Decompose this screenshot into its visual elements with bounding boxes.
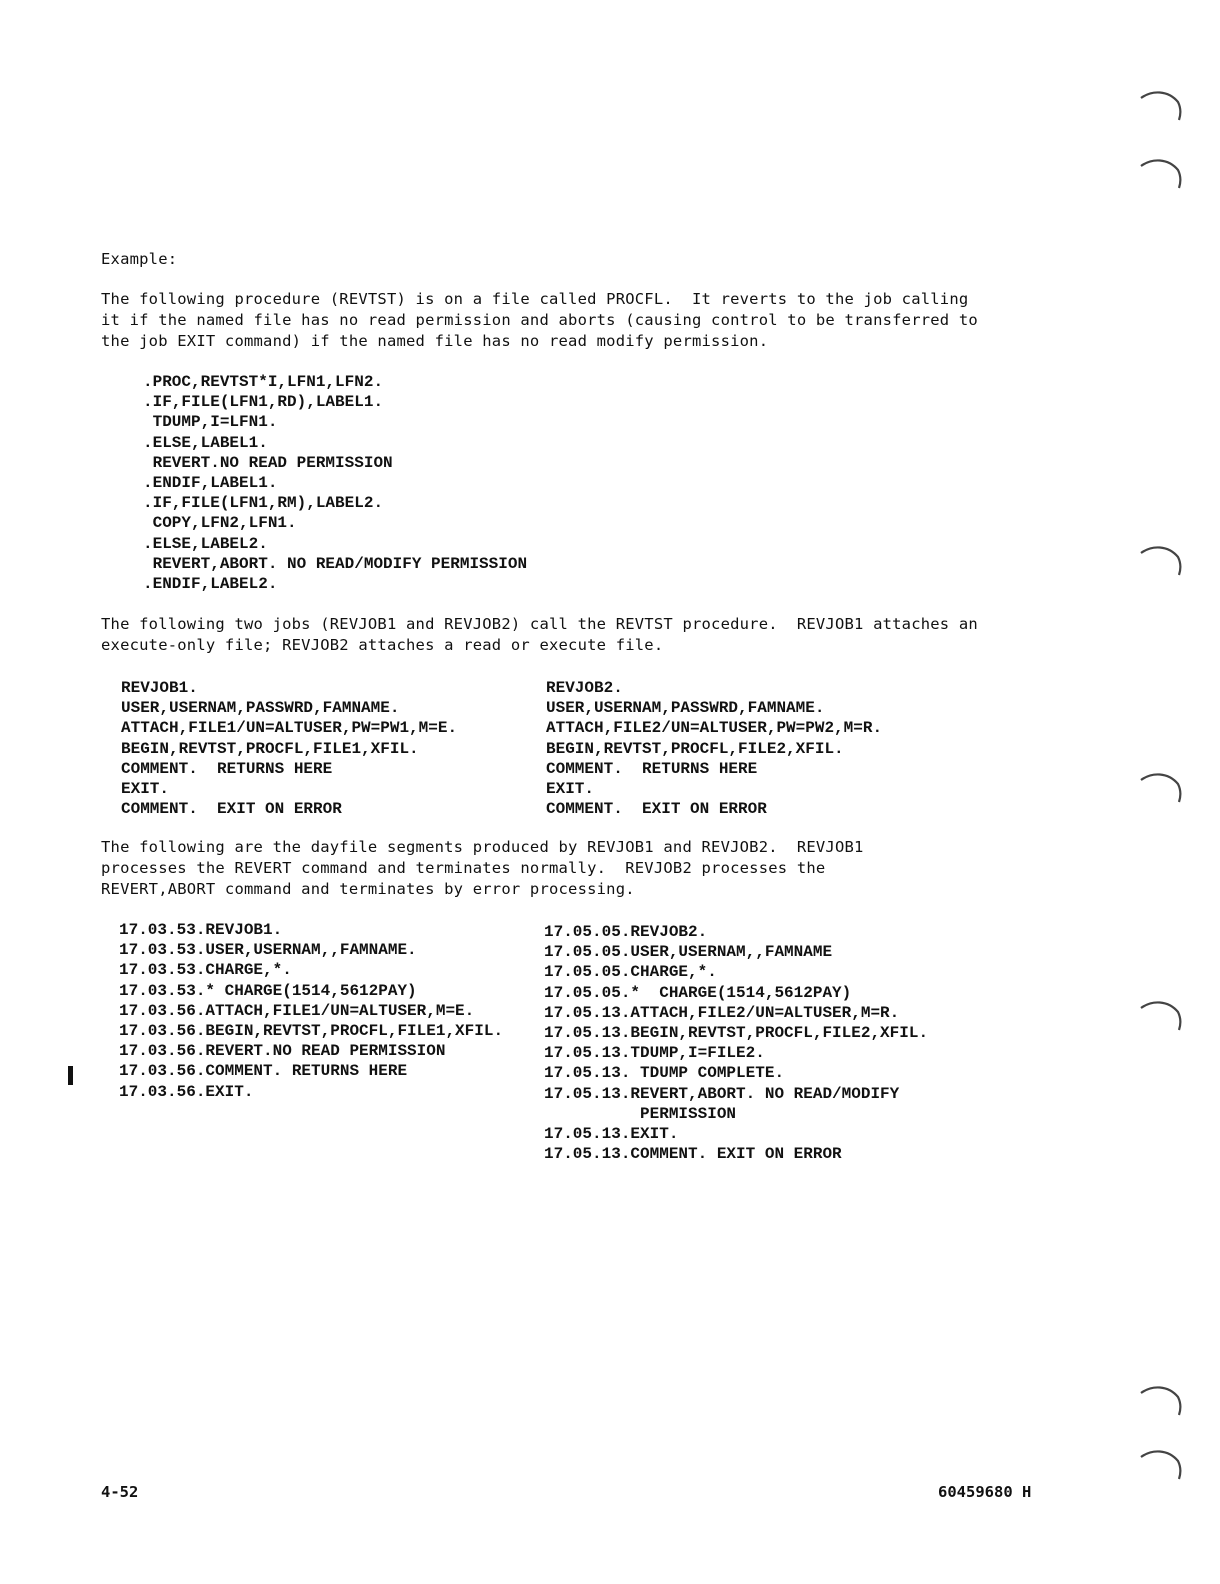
text-line: execute-only file; REVJOB2 attaches a read or execute file. (101, 636, 664, 654)
text-line: .ELSE,LABEL2. (143, 534, 268, 553)
text-line: .ELSE,LABEL1. (143, 433, 268, 452)
binder-hole-mark (1140, 1383, 1182, 1417)
text-line: ATTACH,FILE2/UN=ALTUSER,PW=PW2,M=R. (546, 719, 883, 738)
text-line: .IF,FILE(LFN1,RM),LABEL2. (143, 494, 384, 513)
text-line: 17.03.56.BEGIN,REVTST,PROCFL,FILE1,XFIL. (119, 1022, 504, 1041)
text-line: 17.03.56.ATTACH,FILE1/UN=ALTUSER,M=E. (119, 1001, 475, 1020)
text-line: it if the named file has no read permission and aborts (causing control to be transferred to (101, 311, 978, 329)
text-line: 17.03.56.EXIT. (119, 1082, 254, 1101)
binder-hole-mark (1140, 156, 1182, 190)
text-line: EXIT. (121, 780, 170, 799)
document-number: 60459680 H (938, 1483, 1032, 1501)
text-line: 17.03.56.REVERT.NO READ PERMISSION (119, 1042, 446, 1061)
text-line: 17.03.53.CHARGE,*. (119, 961, 292, 980)
binder-hole-mark (1140, 770, 1182, 804)
text-line: .ENDIF,LABEL2. (143, 575, 278, 594)
job2-listing (546, 678, 882, 819)
text-line: REVJOB1. (121, 679, 198, 697)
binder-hole-mark (1140, 1447, 1182, 1481)
text-line: 17.03.53.USER,USERNAM,,FAMNAME. (119, 941, 417, 960)
dayfile2-listing (544, 922, 928, 1164)
text-line: the job EXIT command) if the named file has no read modify permission. (101, 332, 769, 350)
text-line: COMMENT. EXIT ON ERROR (546, 800, 767, 819)
text-line: 17.05.13.ATTACH,FILE2/UN=ALTUSER,M=R. (544, 1003, 900, 1022)
text-line: 17.03.53.REVJOB1. (119, 921, 283, 939)
text-line: .PROC,REVTST*I,LFN1,LFN2. (143, 373, 384, 391)
text-line: BEGIN,REVTST,PROCFL,FILE1,XFIL. (121, 739, 419, 758)
text-line: PERMISSION (544, 1104, 737, 1123)
text-line: COPY,LFN2,LFN1. (143, 514, 297, 533)
binder-hole-mark (1140, 543, 1182, 577)
text-line: 17.05.05.* CHARGE(1514,5612PAY) (544, 983, 852, 1002)
text-line: 17.05.13.COMMENT. EXIT ON ERROR (544, 1145, 842, 1164)
text-line: 17.03.53.* CHARGE(1514,5612PAY) (119, 981, 417, 1000)
text-line: The following two jobs (REVJOB1 and REVJOB2) call the REVTST procedure. REVJOB1 attaches an (101, 615, 978, 633)
text-line: REVERT,ABORT. NO READ/MODIFY PERMISSION (143, 554, 528, 573)
procedure-listing (143, 372, 527, 594)
text-line: 17.05.05.REVJOB2. (544, 923, 708, 941)
text-line: 17.05.13.REVERT,ABORT. NO READ/MODIFY (544, 1084, 900, 1103)
text-line: ATTACH,FILE1/UN=ALTUSER,PW=PW1,M=E. (121, 719, 458, 738)
text-line: The following procedure (REVTST) is on a file called PROCFL. It reverts to the job calling (101, 290, 969, 308)
text-line: 17.05.13.BEGIN,REVTST,PROCFL,FILE2,XFIL. (544, 1024, 929, 1043)
text-line: processes the REVERT command and terminates normally. REVJOB2 processes the (101, 859, 826, 877)
text-line: BEGIN,REVTST,PROCFL,FILE2,XFIL. (546, 739, 844, 758)
jobs-paragraph (101, 614, 978, 656)
change-bar (68, 1066, 73, 1085)
intro-paragraph (101, 289, 978, 352)
text-line: 17.05.05.CHARGE,*. (544, 963, 717, 982)
text-line: .IF,FILE(LFN1,RD),LABEL1. (143, 393, 384, 412)
text-line: COMMENT. RETURNS HERE (546, 759, 758, 778)
text-line: USER,USERNAM,PASSWRD,FAMNAME. (546, 699, 825, 718)
text-line: .ENDIF,LABEL1. (143, 474, 278, 493)
text-line: REVERT.NO READ PERMISSION (143, 453, 393, 472)
text-line: TDUMP,I=LFN1. (143, 413, 278, 432)
page-number: 4-52 (101, 1483, 139, 1501)
example-heading: Example: (101, 250, 178, 268)
text-line: The following are the dayfile segments produced by REVJOB1 and REVJOB2. REVJOB1 (101, 838, 864, 856)
text-line: 17.03.56.COMMENT. RETURNS HERE (119, 1062, 408, 1081)
text-line: USER,USERNAM,PASSWRD,FAMNAME. (121, 699, 400, 718)
text-line: COMMENT. RETURNS HERE (121, 759, 333, 778)
text-line: 17.05.13. TDUMP COMPLETE. (544, 1064, 785, 1083)
text-line: 17.05.13.EXIT. (544, 1125, 679, 1144)
dayfile1-listing (119, 920, 503, 1102)
job1-listing (121, 678, 457, 819)
text-line: 17.05.05.USER,USERNAM,,FAMNAME (544, 943, 833, 962)
dayfile-paragraph (101, 837, 864, 900)
text-line: EXIT. (546, 780, 595, 799)
binder-hole-mark (1140, 998, 1182, 1032)
text-line: COMMENT. EXIT ON ERROR (121, 800, 342, 819)
text-line: 17.05.13.TDUMP,I=FILE2. (544, 1044, 765, 1063)
binder-hole-mark (1140, 88, 1182, 122)
text-line: REVERT,ABORT command and terminates by error processing. (101, 880, 635, 898)
text-line: REVJOB2. (546, 679, 623, 697)
